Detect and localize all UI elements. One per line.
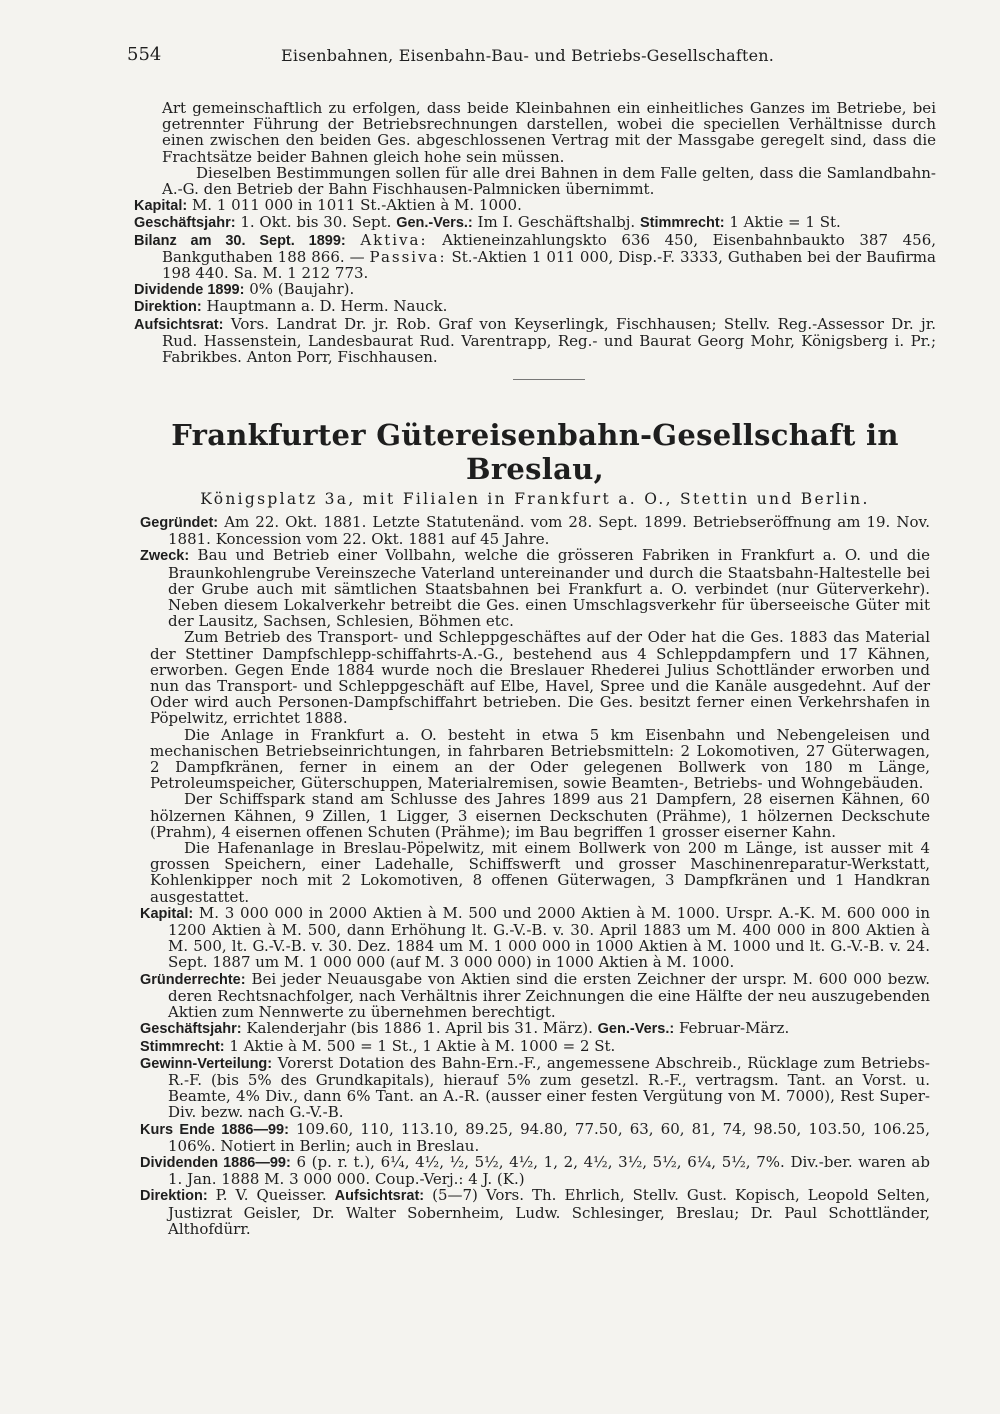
company-entry: [140, 418, 930, 1237]
prev-paragraph-1: Art gemeinschaftlich zu erfolgen, dass beide Kleinbahnen ein einheitliches Ganzes im Betriebe, bei getrennter Führung der Betriebsrechnungen darstellen, wobei die speciellen Verhältnisse durch einen zwischen den beiden Ges. abgeschlossenen Vertrag mit der Massgabe geregelt sind, dass die Frachtsätze beider Bahnen gleich hohe sein müssen.: [162, 99, 936, 166]
zweck-paragraph-3: Die Anlage in Frankfurt a. O. besteht in etwa 5 km Eisenbahn und Nebengeleisen und mechanischen Betriebseinrichtungen, in fahrbaren Betriebsmitteln: 2 Lokomotiven, 27 Güterwagen, 2 Dampfkränen, ferner in einem an der Oder gelegenen Bollwerk von 180 m Länge, Petroleumspeicher, Güterschuppen, Materialremisen, sowie Beamten-, Betriebs- und Wohngebäuden.: [150, 725, 930, 793]
section-divider: [513, 379, 585, 380]
running-title: Eisenbahnen, Eisenbahn-Bau- und Betriebs-Gesellschaften.: [281, 46, 775, 65]
geschaeftsjahr: Geschäftsjahr: Kalenderjahr (bis 1886 1. April bis 31. März). Gen.-Vers.: Februar-März.: [140, 1019, 790, 1038]
kapital: Kapital: M. 3 000 000 in 2000 Aktien à M. 500 und 2000 Aktien à M. 1000. Urspr. A.-K. M. 600 000 in 1200 Aktien à M. 500, dann Erhöhung lt. G.-V.-B. v. 30. April 1883 um M. 400 000 in 800 Aktien à M. 500, lt. G.-V.-B. v. 30. Dez. 1884 um M. 1 000 000 in 1000 Aktien à M. 1000 und lt. G.-V.-B. v. 24. Sept. 1887 um M. 1 000 000 (auf M. 3 000 000) in 1000 Aktien à M. 1000.: [140, 903, 930, 972]
stimmrecht: Stimmrecht: 1 Aktie à M. 500 = 1 St., 1 Aktie à M. 1000 = 2 St.: [140, 1036, 616, 1055]
prev-bilanz: Bilanz am 30. Sept. 1899: Aktiva: Aktieneinzahlungskto 636 450, Eisenbahnbaukto 387 456, Bankguthaben 188 866. — Passiva: St.-Aktien 1 011 000, Disp.-F. 3333, Guthaben bei der Baufirma 198 440. Sa. M. 1 212 773.: [134, 230, 937, 283]
gewinn-verteilung: Gewinn-Verteilung: Vorerst Dotation des Bahn-Ern.-F., angemessene Abschreib., Rücklage zum Betriebs-R.-F. (bis 5% des Grundkapitals), hierauf 5% zum gesetzl. R.-F., vertragsm. Tant. an Vorst. u. Beamte, 4% Div., dann 6% Tant. an A.-R. (ausser einer festen Vergütung von M. 7000), Rest Super-Div. bezw. nach G.-V.-B.: [140, 1053, 930, 1122]
page-header: [127, 44, 807, 72]
company-title: Frankfurter Gütereisenbahn-Gesellschaft in Breslau,: [171, 418, 899, 486]
zweck-paragraph-2: Zum Betrieb des Transport- und Schleppgeschäftes auf der Oder hat die Ges. 1883 das Material der Stettiner Dampfschlepp-schiffahrts-A.-G., bestehend aus 4 Schleppdampfern und 17 Kähnen, erworben. Gegen Ende 1884 wurde noch die Breslauer Rhederei Julius Schottländer erworben und nun das Transport- und Schleppgeschäft auf Elbe, Havel, Spree und die Kanäle ausgedehnt. Auf der Oder wird auch Personen-Dampfschiffahrt betrieben. Die Ges. besitzt ferner einen Verkehrshafen in Pöpelwitz, errichtet 1888.: [150, 628, 930, 728]
previous-entry: [134, 99, 937, 396]
dividenden: Dividenden 1886—99: 6 (p. r. t.), 6¼, 4½, ½, 5½, 4½, 1, 2, 4½, 3½, 5½, 6¼, 5½, 7%. Div.-ber. waren ab 1. Jan. 1888 M. 3 000 000. Coup.-Verj.: 4 J. (K.): [140, 1152, 930, 1189]
direktion-aufsichtsrat: Direktion: P. V. Queisser. Aufsichtsrat: (5—7) Vors. Th. Ehrlich, Stellv. Gust. Kopisch, Leopold Selten, Justizrat Geisler, Dr. Walter Sobernheim, Ludw. Schlesinger, Breslau; Dr. Paul Schottländer, Althofdürr.: [140, 1186, 930, 1238]
gegruendet: Gegründet: Am 22. Okt. 1881. Letzte Statutenänd. vom 28. Sept. 1899. Betriebseröffnung am 19. Nov. 1881. Koncession vom 22. Okt. 1881 auf 45 Jahre.: [140, 513, 930, 549]
gruenderrechte: Gründerrechte: Bei jeder Neuausgabe von Aktien sind die ersten Zeichner der urspr. M. 600 000 bezw. deren Rechtsnachfolger, nach Verhältnis ihrer Zeichnungen die eine Hälfte der neu auszugebenden Aktien zum Nennwerte zu übernehmen berechtigt.: [140, 969, 930, 1022]
zweck-paragraph-4: Der Schiffspark stand am Schlusse des Jahres 1899 aus 21 Dampfern, 28 eisernen Kähnen, 60 hölzernen Kähnen, 9 Zillen, 1 Ligger, 3 eisernen Deckschuten (Prähme), 1 hölzernen Deckschute (Prahm), 4 eisernen offenen Schuten (Prähme); im Bau begriffen 1 grosser eiserner Kahn.: [150, 790, 930, 841]
kurs: Kurs Ende 1886—99: 109.60, 110, 113.10, 89.25, 94.80, 77.50, 63, 60, 81, 74, 98.50, 103.50, 106.25, 106%. Notiert in Berlin; auch in Breslau.: [140, 1119, 930, 1155]
prev-direktion: Direktion: Hauptmann a. D. Herm. Nauck.: [134, 297, 448, 316]
company-address: Königsplatz 3a, mit Filialen in Frankfurt a. O., Stettin und Berlin.: [200, 490, 870, 508]
prev-dividende: Dividende 1899: 0% (Baujahr).: [134, 280, 355, 299]
zweck: Zweck: Bau und Betrieb einer Vollbahn, welche die grösseren Fabriken in Frankfurt a. O. und die Braunkohlengrube Vereinszeche Vaterland untereinander und durch die Staatsbahn-Haltestelle bei der Grube auch mit sämtlichen Staatsbahnen bei Frankfurt a. O. verbindet (nur Güterverkehr). Neben diesem Lokalverkehr betreibt die Ges. einen Umschlagsverkehr für überseeische Güter mit der Lausitz, Sachsen, Schlesien, Böhmen etc.: [140, 546, 930, 631]
prev-geschaeftsjahr: Geschäftsjahr: 1. Okt. bis 30. Sept. Gen.-Vers.: Im I. Geschäftshalbj. Stimmrecht: 1 Aktie = 1 St.: [134, 213, 841, 232]
prev-paragraph-2: Dieselben Bestimmungen sollen für alle drei Bahnen in dem Falle gelten, dass die Samlandbahn-A.-G. den Betrieb der Bahn Fischhausen-Palmnicken übernimmt.: [162, 163, 936, 199]
prev-kapital: Kapital: M. 1 011 000 in 1011 St.-Aktien à M. 1000.: [134, 196, 522, 215]
zweck-paragraph-5: Die Hafenanlage in Breslau-Pöpelwitz, mit einem Bollwerk von 200 m Länge, ist ausser mit 4 grossen Speichern, einer Ladehalle, Schiffswerft und grosser Maschinenreparatur-Werkstatt, Kohlenkipper noch mit 2 Lokomotiven, 8 offenen Güterwagen, 3 Dampfkränen und 1 Handkran ausgestattet.: [150, 839, 930, 906]
page-number: 554: [127, 44, 162, 65]
prev-aufsichtsrat: Aufsichtsrat: Vors. Landrat Dr. jr. Rob. Graf von Keyserlingk, Fischhausen; Stellv. Reg.-Assessor Dr. jr. Rud. Hassenstein, Landesbaurat Rud. Varentrapp, Reg.- und Baurat Georg Mohr, Königsberg i. Pr.; Fabrikbes. Anton Porr, Fischhausen.: [134, 314, 936, 367]
